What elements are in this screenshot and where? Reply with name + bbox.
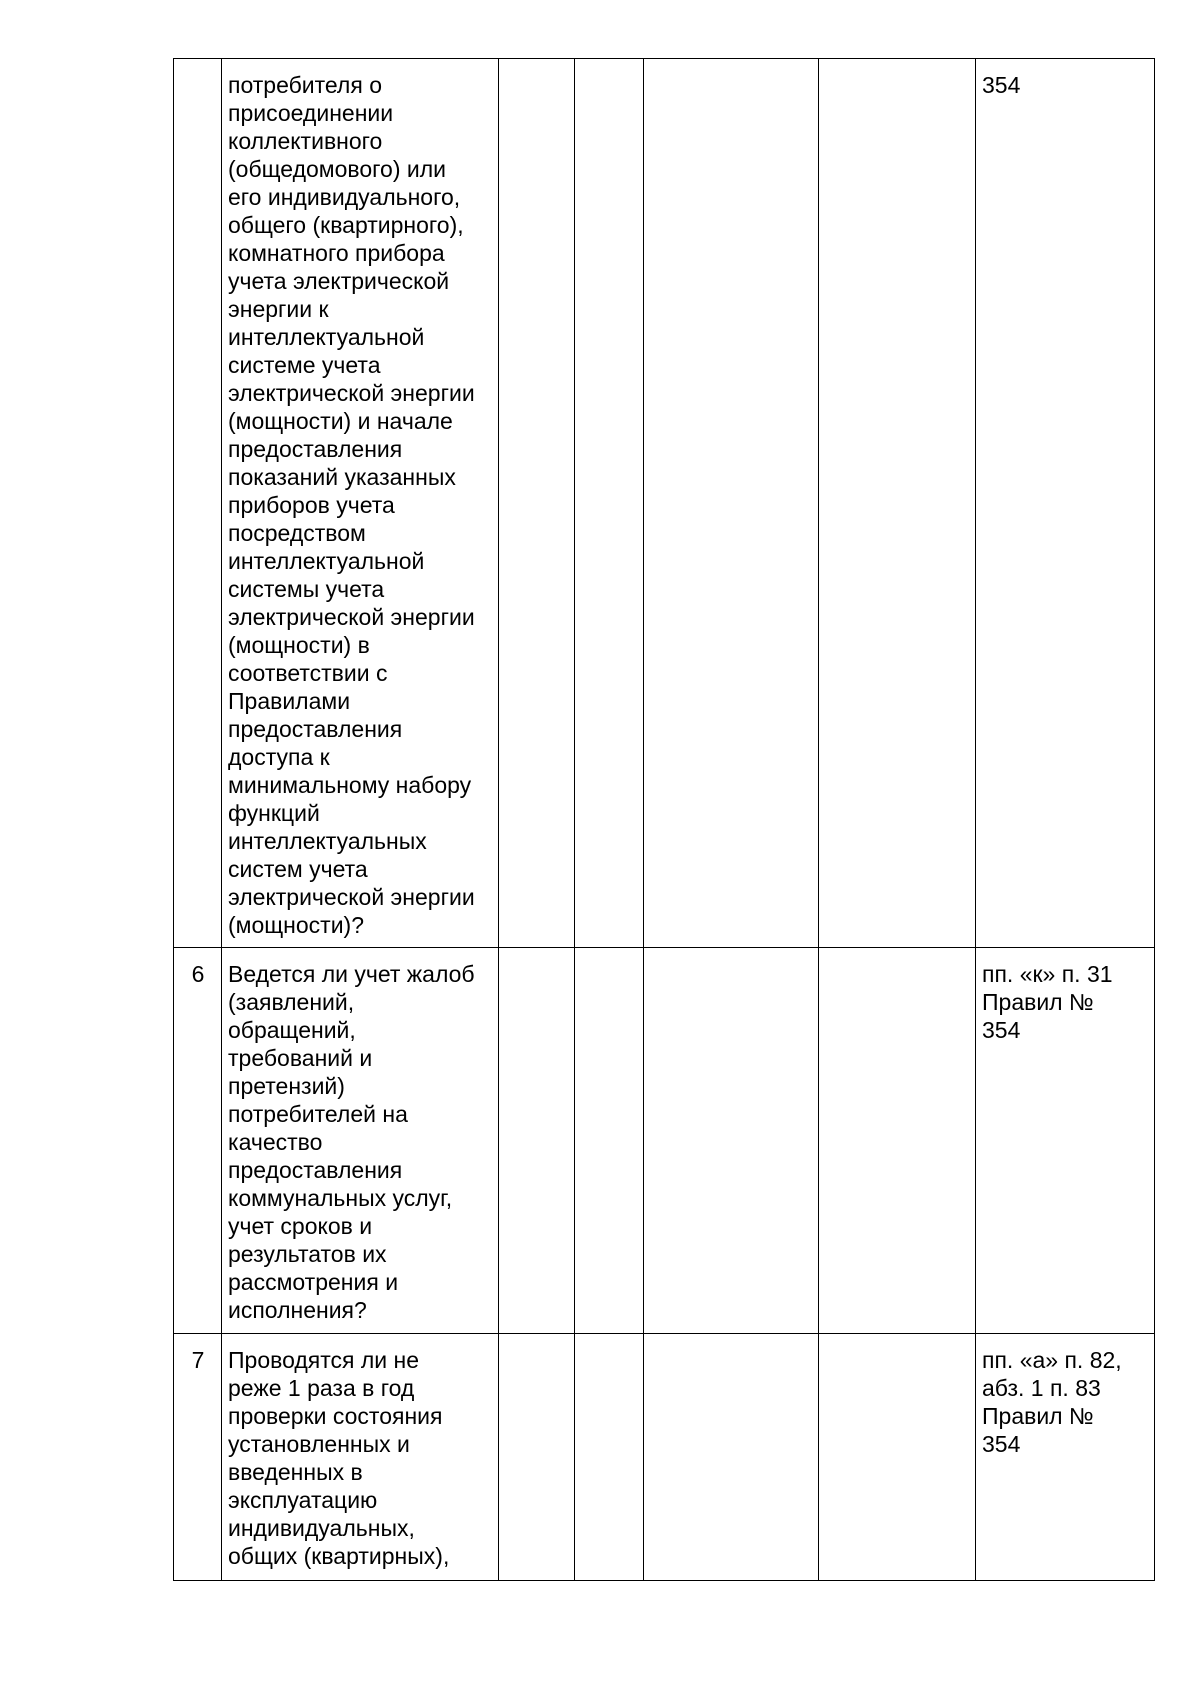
question-text: Проводятся ли не реже 1 раза в год проверки состояния установленных и введенных в эксплуатацию индивидуальных, общих (квартирных),: [222, 1334, 499, 1581]
answer-yes-cell: [499, 948, 575, 1334]
table-row: [174, 59, 1155, 948]
table-row: [174, 1334, 1155, 1581]
question-text: потребителя о присоединении коллективного (общедомового) или его индивидуального, общего (квартирного), комнатного прибора учета электрической энергии к интеллектуальной системе учета электрической энергии (мощности) и начале предоставления показаний указанных приборов учета посредством интеллектуальной системы учета электрической энергии (мощности) в соответствии с Правилами предоставления доступа к минимальному набору функций интеллектуальных систем учета электрической энергии (мощности)?: [222, 59, 499, 948]
legal-reference: пп. «к» п. 31 Правил № 354: [976, 948, 1155, 1334]
legal-reference: 354: [976, 59, 1155, 948]
note-cell: [819, 948, 976, 1334]
answer-yes-cell: [499, 59, 575, 948]
note-cell: [819, 59, 976, 948]
answer-not-applicable-cell: [644, 1334, 819, 1581]
answer-no-cell: [575, 1334, 644, 1581]
answer-no-cell: [575, 948, 644, 1334]
answer-not-applicable-cell: [644, 59, 819, 948]
row-number: 7: [174, 1334, 222, 1581]
row-number: 6: [174, 948, 222, 1334]
answer-not-applicable-cell: [644, 948, 819, 1334]
row-number: [174, 59, 222, 948]
checklist-table: [173, 58, 1155, 1581]
question-text: Ведется ли учет жалоб (заявлений, обращений, требований и претензий) потребителей на качество предоставления коммунальных услуг, учет сроков и результатов их рассмотрения и исполнения?: [222, 948, 499, 1334]
note-cell: [819, 1334, 976, 1581]
answer-no-cell: [575, 59, 644, 948]
table-row: [174, 948, 1155, 1334]
answer-yes-cell: [499, 1334, 575, 1581]
legal-reference: пп. «а» п. 82, абз. 1 п. 83 Правил № 354: [976, 1334, 1155, 1581]
